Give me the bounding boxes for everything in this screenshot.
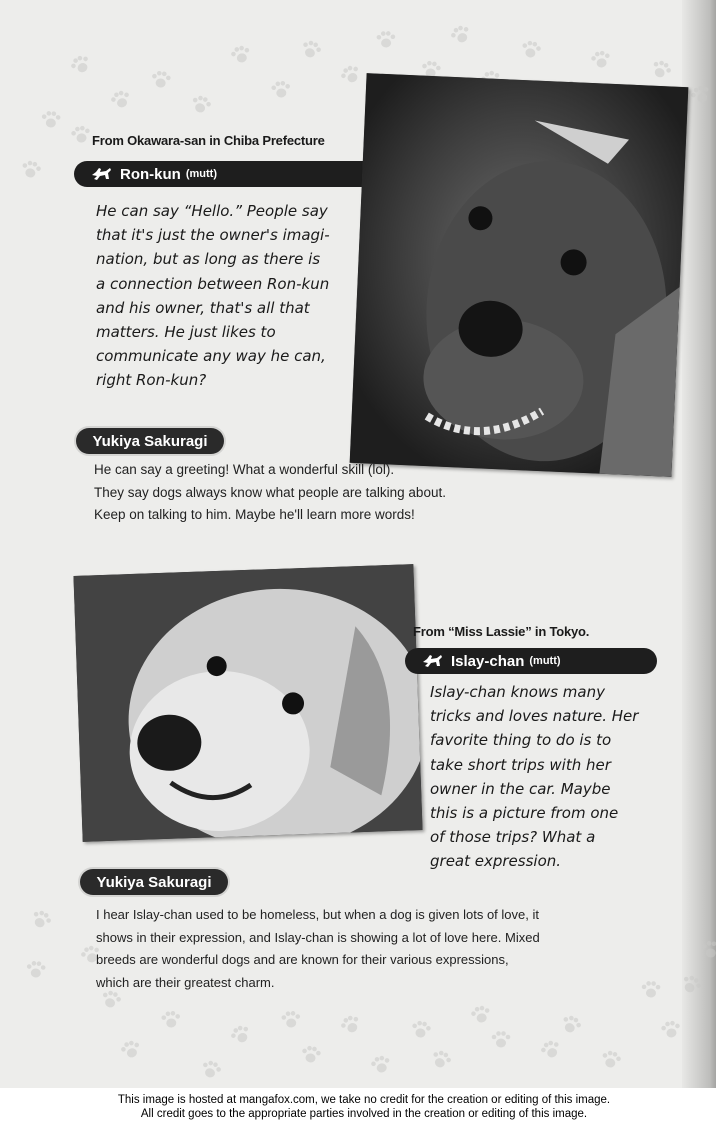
paw-print-icon bbox=[297, 37, 325, 64]
paw-print-icon bbox=[107, 87, 135, 113]
paw-print-icon bbox=[598, 1048, 624, 1073]
paw-print-icon bbox=[375, 30, 398, 51]
entry1-name-bar bbox=[74, 161, 404, 187]
paw-print-icon bbox=[299, 1043, 324, 1066]
paw-print-icon bbox=[68, 123, 93, 147]
paw-print-icon bbox=[117, 1037, 144, 1063]
paw-print-icon bbox=[337, 61, 366, 89]
running-dog-icon bbox=[90, 166, 112, 182]
paw-print-icon bbox=[66, 51, 95, 79]
paw-print-icon bbox=[468, 1003, 494, 1027]
paw-print-icon bbox=[18, 158, 44, 182]
entry2-from: From “Miss Lassie” in Tokyo. bbox=[413, 624, 590, 639]
entry2-name-bar bbox=[405, 648, 657, 674]
paw-print-icon bbox=[537, 1036, 565, 1063]
paw-print-icon bbox=[647, 56, 676, 84]
entry2-commenter-tag: Yukiya Sakuragi bbox=[80, 869, 228, 895]
paw-print-icon bbox=[427, 1046, 455, 1073]
paw-print-icon bbox=[368, 1053, 394, 1078]
entry2-dog-breed: (mutt) bbox=[529, 655, 561, 667]
ron-kun-photo bbox=[350, 73, 689, 477]
paw-print-icon bbox=[279, 1009, 302, 1030]
paw-print-icon bbox=[228, 42, 255, 67]
page-spine-shadow bbox=[682, 0, 716, 1088]
entry2-comment: I hear Islay-chan used to be homeless, but when a dog is given lots of love, it shows in their expression, and Islay-chan is showing a lot of love here. Mixed breeds are wonderful dogs and are known for their various expressions, which are their greatest charm. bbox=[96, 907, 540, 990]
paw-print-icon bbox=[27, 906, 56, 934]
paw-print-icon bbox=[227, 1021, 256, 1049]
entry1-comment: He can say a greeting! What a wonderful skill (lol). They say dogs always know what people are talking about. Keep on talking to him. Maybe he'll learn more words! bbox=[94, 462, 446, 522]
paw-print-icon bbox=[39, 109, 62, 130]
credit-line-1: This image is hosted at mangafox.com, we take no credit for the creation or editing of this image. bbox=[117, 1094, 611, 1106]
paw-print-icon bbox=[149, 69, 173, 92]
paw-print-icon bbox=[24, 959, 47, 980]
hosting-credit bbox=[0, 1093, 728, 1121]
entry1-dog-breed: (mutt) bbox=[185, 168, 217, 180]
paw-print-icon bbox=[447, 21, 475, 48]
paw-print-icon bbox=[518, 38, 544, 62]
entry2-description: Islay-chan knows many tricks and loves nature. Her favorite thing to do is to take short trips with her owner in the car. Maybe this is a picture from one of those trips? What a great expression. bbox=[430, 683, 639, 871]
paw-print-icon bbox=[337, 1011, 366, 1039]
paw-print-icon bbox=[159, 1009, 183, 1031]
paw-print-icon bbox=[557, 1011, 585, 1038]
paw-print-icon bbox=[490, 1030, 512, 1050]
paw-print-icon bbox=[408, 1018, 433, 1042]
paw-print-icon bbox=[699, 939, 716, 961]
entry1-from: From Okawara-san in Chiba Prefecture bbox=[92, 133, 325, 148]
running-dog-icon bbox=[421, 653, 443, 669]
paw-print-icon bbox=[188, 92, 215, 118]
credit-line-2: All credit goes to the appropriate parties involved in the creation or editing of this image. bbox=[140, 1108, 588, 1120]
entry1-dog-name: Ron-kun bbox=[120, 165, 181, 183]
entry2-dog-name: Islay-chan bbox=[451, 652, 525, 670]
paw-print-icon bbox=[640, 980, 662, 1000]
paw-print-icon bbox=[588, 48, 613, 72]
islay-chan-photo bbox=[73, 564, 422, 842]
paw-print-icon bbox=[659, 1018, 684, 1041]
entry1-description: He can say “Hello.” People say that it's just the owner's imagi- nation, but as long as there is a connection between Ron-kun and his owner, that's all that matters. He just likes to communicate any way he can, right Ron-kun? bbox=[96, 202, 330, 390]
paw-print-icon bbox=[269, 79, 293, 101]
entry1-commenter-tag: Yukiya Sakuragi bbox=[76, 428, 224, 454]
paw-print-icon bbox=[197, 1057, 224, 1083]
